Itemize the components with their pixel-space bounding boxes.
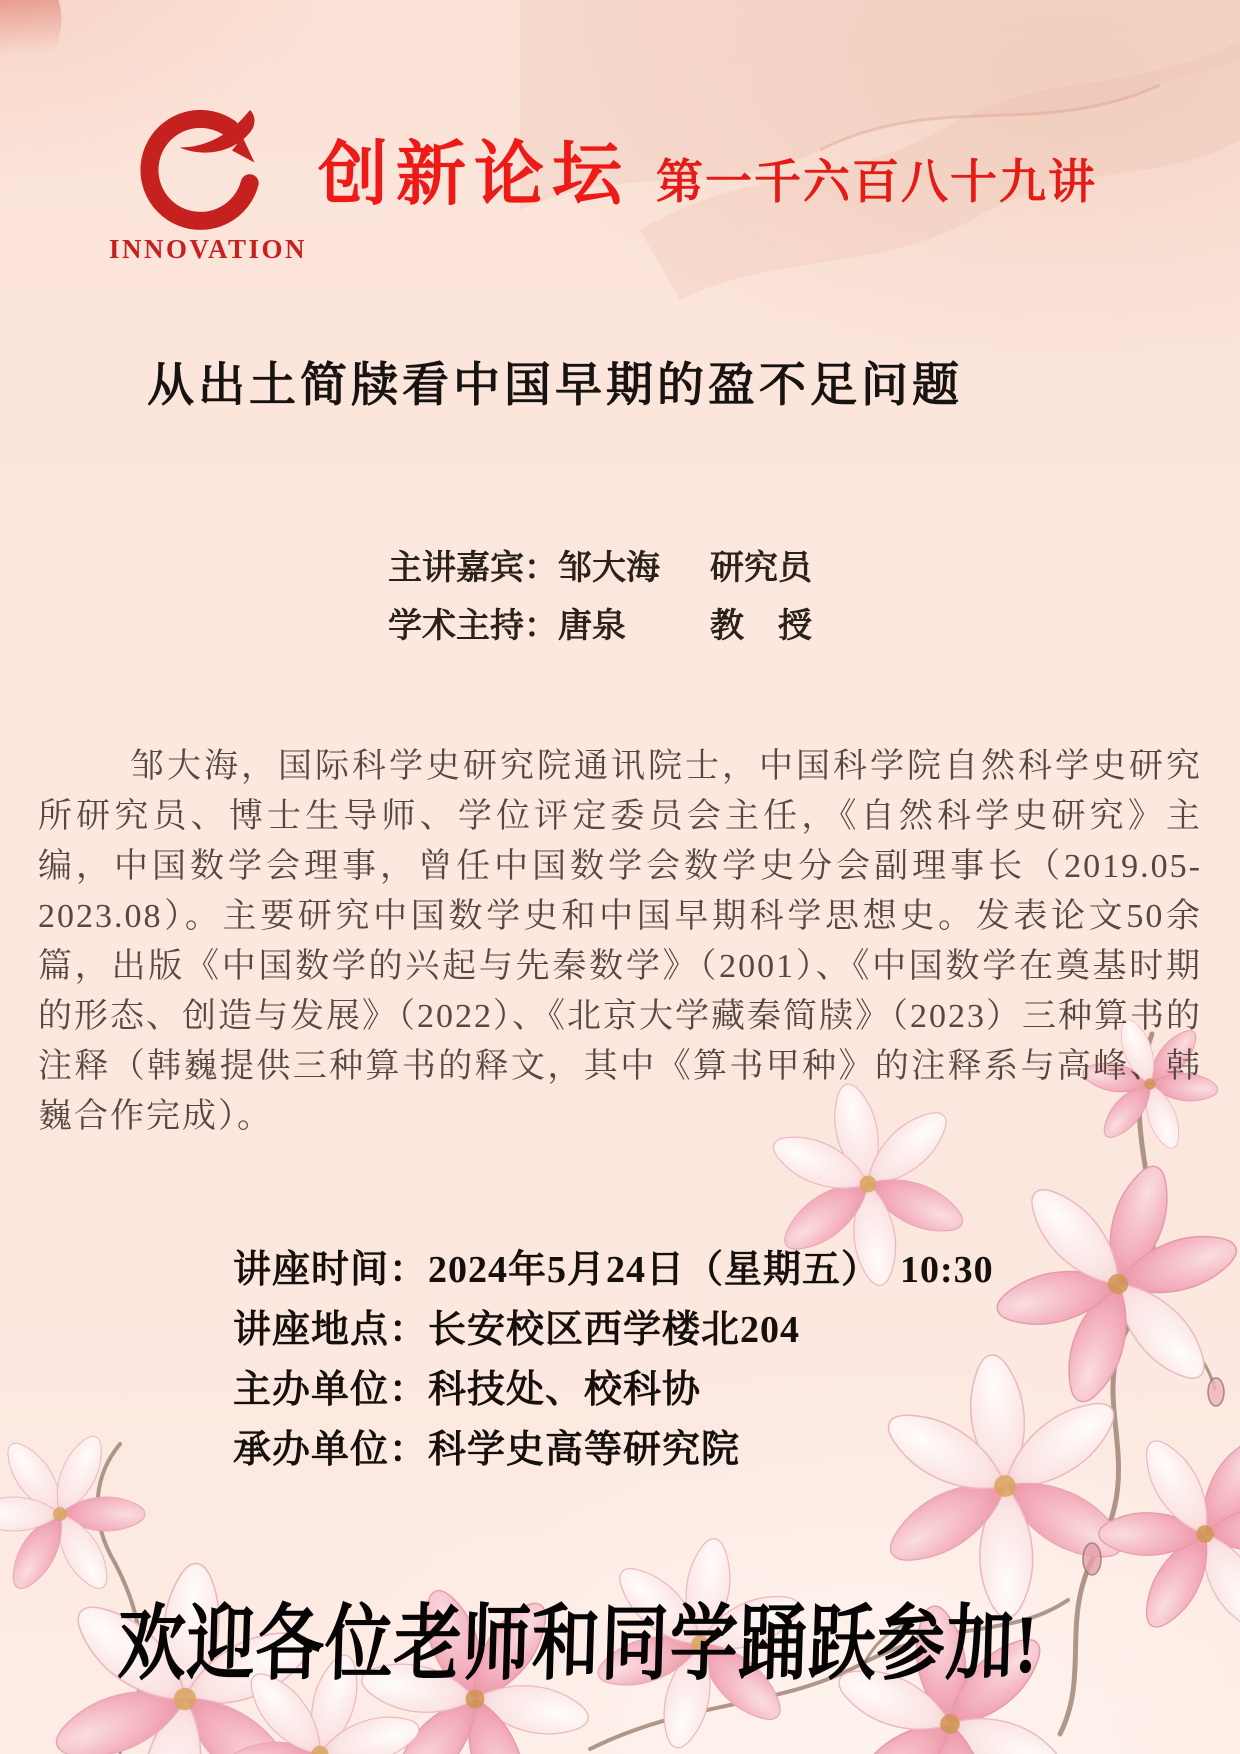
guest-title: 研究员 xyxy=(710,550,812,587)
host-name: 唐泉 xyxy=(558,608,626,645)
innovation-logo xyxy=(103,92,313,265)
guest-label: 主讲嘉宾： xyxy=(388,550,558,587)
logo-brand-text: INNOVATION xyxy=(108,234,308,264)
forum-header xyxy=(318,118,1097,219)
organizer-line: 主办单位：科技处、校科协 xyxy=(233,1369,702,1411)
guest-speaker-line xyxy=(388,540,812,598)
enso-brush-circle-icon xyxy=(118,92,298,242)
guest-name: 邹大海 xyxy=(558,550,660,587)
speaker-bio: 邹大海，国际科学史研究院通讯院士，中国科学院自然科学史研究所研究员、博士生导师、学位评定委员会主任，《自然科学史研究》主编，中国数学会理事，曾任中国数学会数学史分会副理事长（2019.05-2023.08）。主要研究中国数学史和中国早期科学思想史。发表论文50余篇，出版《中国数学的兴起与先秦数学》（2001）、《中国数学在奠基时期的形态、创造与发展》（2022）、《北京大学藏秦简牍》（2023）三种算书的注释（韩巍提供三种算书的释文，其中《算书甲种》的注释系与高峰、韩巍合作完成）。 xyxy=(38,748,1202,1135)
host-line xyxy=(388,598,812,656)
lecture-details xyxy=(233,1240,994,1480)
forum-title: 创新论坛 xyxy=(318,135,630,213)
speakers-block xyxy=(388,540,812,656)
welcome-message: 欢迎各位老师和同学踊跃参加! xyxy=(116,1597,1040,1691)
lecture-title: 从出土简牍看中国早期的盈不足问题 xyxy=(147,360,963,412)
host-title: 教 授 xyxy=(710,608,812,645)
corner-brush-streak xyxy=(0,0,73,104)
lecture-venue-line: 讲座地点：长安校区西学楼北204 xyxy=(233,1309,801,1351)
lecture-time-line: 讲座时间：2024年5月24日（星期五） 10:30 xyxy=(233,1249,994,1291)
co-organizer-line: 承办单位：科学史高等研究院 xyxy=(233,1429,741,1471)
host-label: 学术主持： xyxy=(388,608,558,645)
lecture-number: 第一千六百八十九讲 xyxy=(656,157,1097,209)
